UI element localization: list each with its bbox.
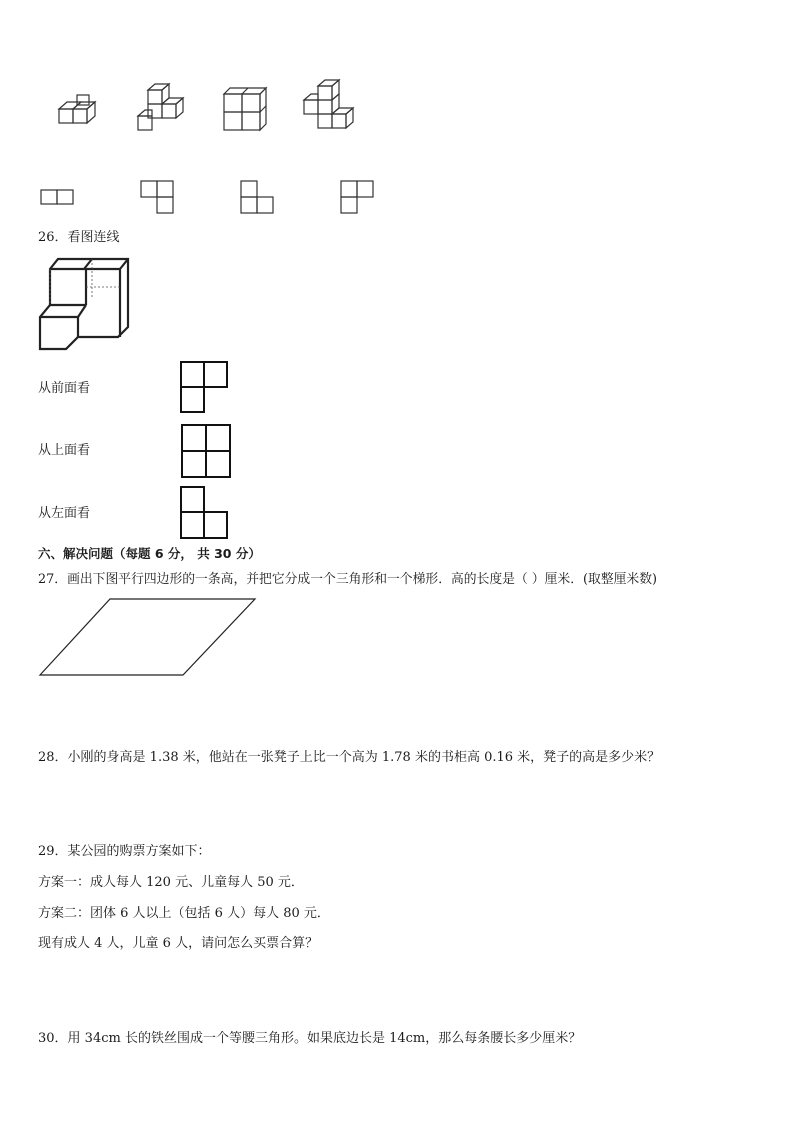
q26-solid-figure <box>38 257 130 353</box>
parallelogram-figure <box>38 597 258 677</box>
flat-view-2 <box>140 180 176 216</box>
cube-figure-1 <box>55 95 105 135</box>
q29-question: 现有成人 4 人，儿童 6 人，请问怎么买票合算？ <box>38 936 319 951</box>
flat-view-4 <box>340 180 376 216</box>
section-6-heading: 六、解决问题（每题 6 分， 共 30 分） <box>38 546 261 561</box>
left-view-shape[interactable] <box>180 486 230 540</box>
flat-view-3 <box>240 180 276 216</box>
flat-view-1 <box>40 188 76 206</box>
q28-text: 28．小刚的身高是 1.38 米，他站在一张凳子上比一个高为 1.78 米的书柜高 0.16 米，凳子的高是多少米？ <box>38 750 661 765</box>
q27-text: 27．画出下图平行四边形的一条高，并把它分成一个三角形和一个梯形．高的长度是（ ）厘米．(取整厘米数) <box>38 572 657 587</box>
cube-figure-2 <box>136 84 188 134</box>
front-view-shape[interactable] <box>180 361 230 413</box>
q29-plan2: 方案二：团体 6 人以上（包括 6 人）每人 80 元． <box>38 906 330 921</box>
q26-title: 26．看图连线 <box>38 230 120 245</box>
q29-plan1: 方案一：成人每人 120 元、儿童每人 50 元． <box>38 875 304 890</box>
view-label-left: 从左面看 <box>38 506 91 521</box>
q29-text: 29．某公园的购票方案如下： <box>38 844 211 859</box>
top-view-shape[interactable] <box>180 424 232 478</box>
cube-figure-3 <box>220 86 270 132</box>
view-label-front: 从前面看 <box>38 381 91 396</box>
cube-figure-4 <box>298 78 356 132</box>
q30-text: 30．用 34cm 长的铁丝围成一个等腰三角形。如果底边长是 14cm，那么每条腰长多少厘米？ <box>38 1031 582 1046</box>
view-label-top: 从上面看 <box>38 443 91 458</box>
